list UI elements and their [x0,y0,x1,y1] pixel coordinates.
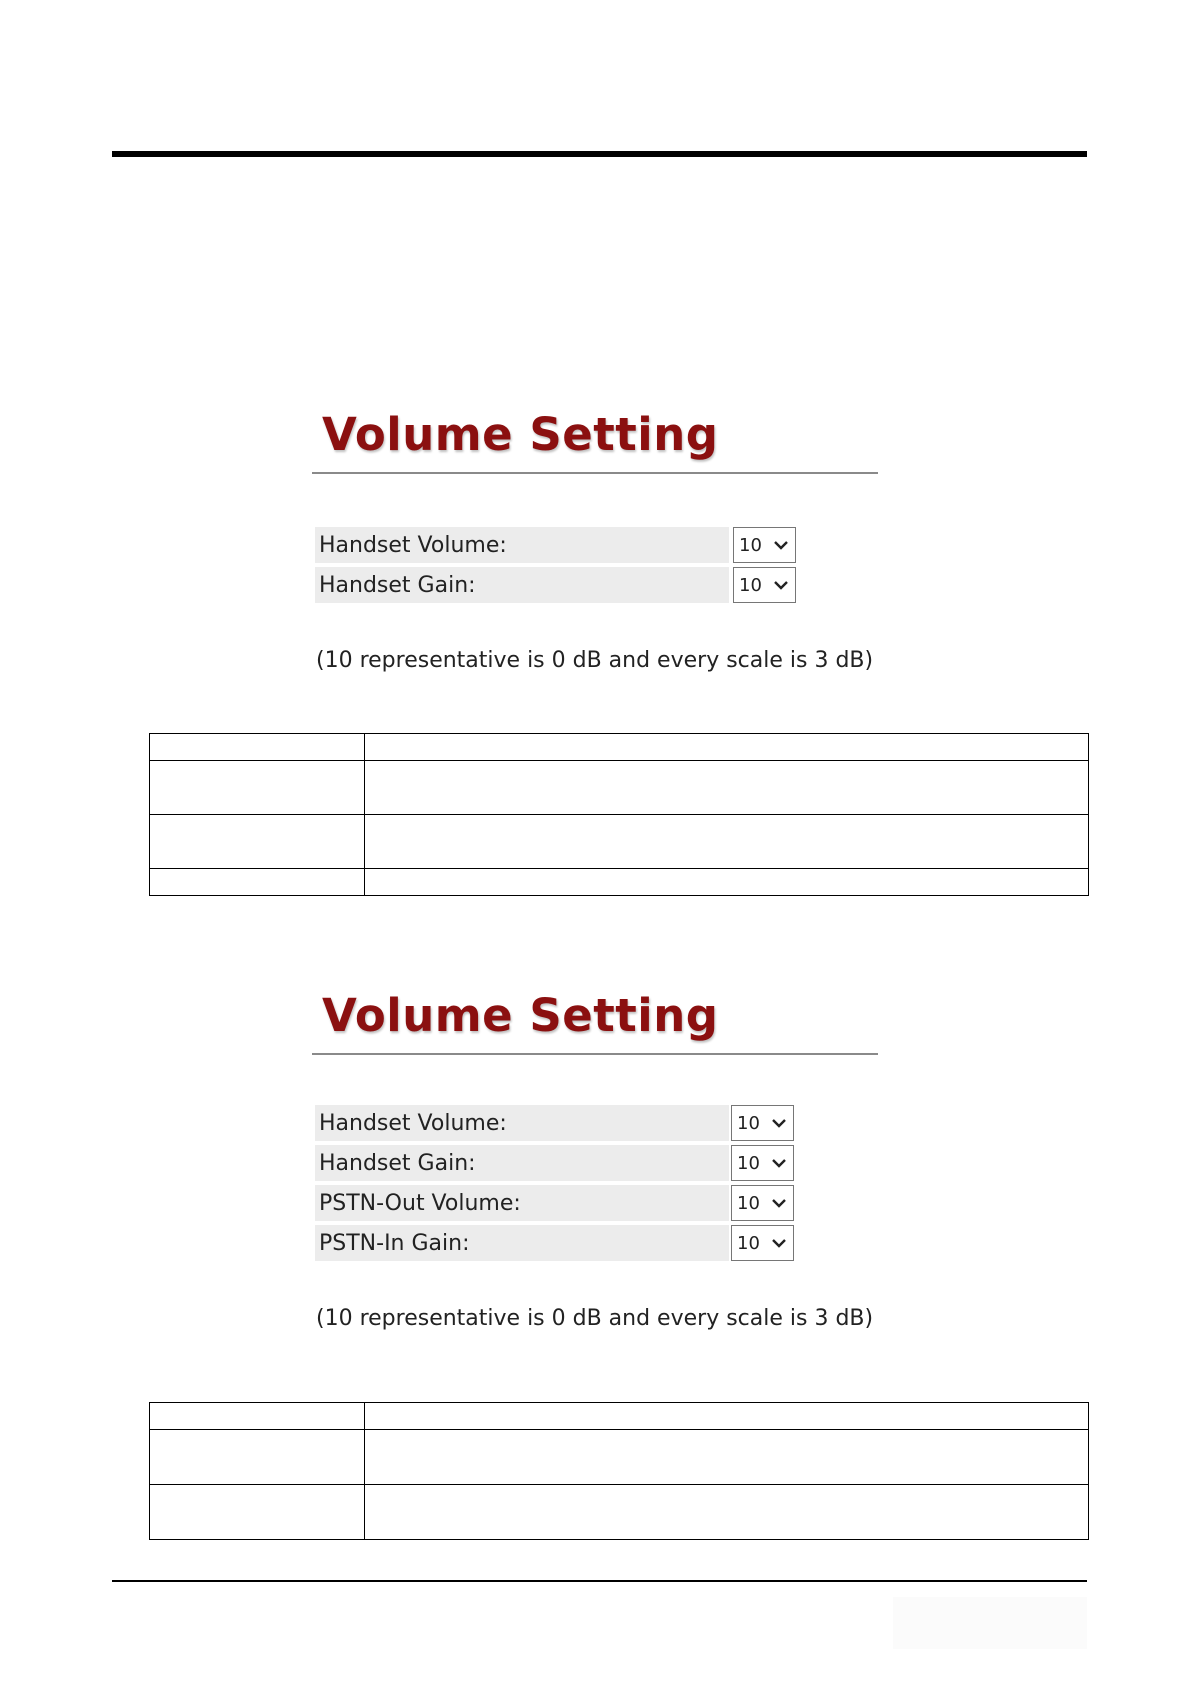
parameter-table-2 [149,1402,1089,1540]
row-label: PSTN-In Gain: [319,1230,470,1256]
table-cell [365,815,1089,869]
row-pstn-out-volume [315,1185,729,1221]
table-cell [365,869,1089,896]
table-row [150,1430,1089,1485]
row-label: Handset Volume: [319,1110,507,1136]
row-handset-gain [315,567,729,603]
table-cell [150,1430,365,1485]
handset-volume-select[interactable] [733,527,796,563]
table-cell [365,1430,1089,1485]
table-row [150,1403,1089,1430]
select-value: 10 [737,1112,760,1134]
chevron-down-icon [771,1155,787,1171]
title-divider [312,1053,878,1055]
row-label: PSTN-Out Volume: [319,1190,521,1216]
chevron-down-icon [773,537,789,553]
table-row [150,815,1089,869]
select-value: 10 [737,1152,760,1174]
panel-title: Volume Setting [322,989,719,1042]
row-handset-volume [315,527,729,563]
parameter-table-1 [149,733,1089,896]
header-rule [112,151,1087,157]
table-cell [365,761,1089,815]
select-value: 10 [737,1192,760,1214]
table-cell [365,734,1089,761]
chevron-down-icon [771,1235,787,1251]
chevron-down-icon [771,1115,787,1131]
panel-title: Volume Setting [322,408,719,461]
row-pstn-in-gain [315,1225,729,1261]
chevron-down-icon [771,1195,787,1211]
table-cell [150,734,365,761]
select-value: 10 [737,1232,760,1254]
table-row [150,761,1089,815]
table-row [150,734,1089,761]
table-cell [150,761,365,815]
table-cell [150,1403,365,1430]
chevron-down-icon [773,577,789,593]
footer-area [893,1597,1087,1649]
table-row [150,1485,1089,1540]
handset-gain-select[interactable] [731,1145,794,1181]
pstn-in-gain-select[interactable] [731,1225,794,1261]
title-divider [312,472,878,474]
table-cell [365,1403,1089,1430]
row-handset-volume [315,1105,729,1141]
select-value: 10 [739,534,762,556]
row-label: Handset Volume: [319,532,507,558]
row-label: Handset Gain: [319,572,476,598]
row-label: Handset Gain: [319,1150,476,1176]
pstn-out-volume-select[interactable] [731,1185,794,1221]
table-row [150,869,1089,896]
table-cell [150,815,365,869]
handset-gain-select[interactable] [733,567,796,603]
table-cell [150,869,365,896]
scale-note: (10 representative is 0 dB and every scale is 3 dB) [316,648,874,673]
table-cell [150,1485,365,1540]
volume-setting-panel-1 [312,408,878,687]
row-handset-gain [315,1145,729,1181]
scale-note: (10 representative is 0 dB and every scale is 3 dB) [316,1306,874,1331]
table-cell [365,1485,1089,1540]
handset-volume-select[interactable] [731,1105,794,1141]
volume-setting-panel-2 [312,989,878,1338]
footer-rule [112,1580,1087,1582]
select-value: 10 [739,574,762,596]
